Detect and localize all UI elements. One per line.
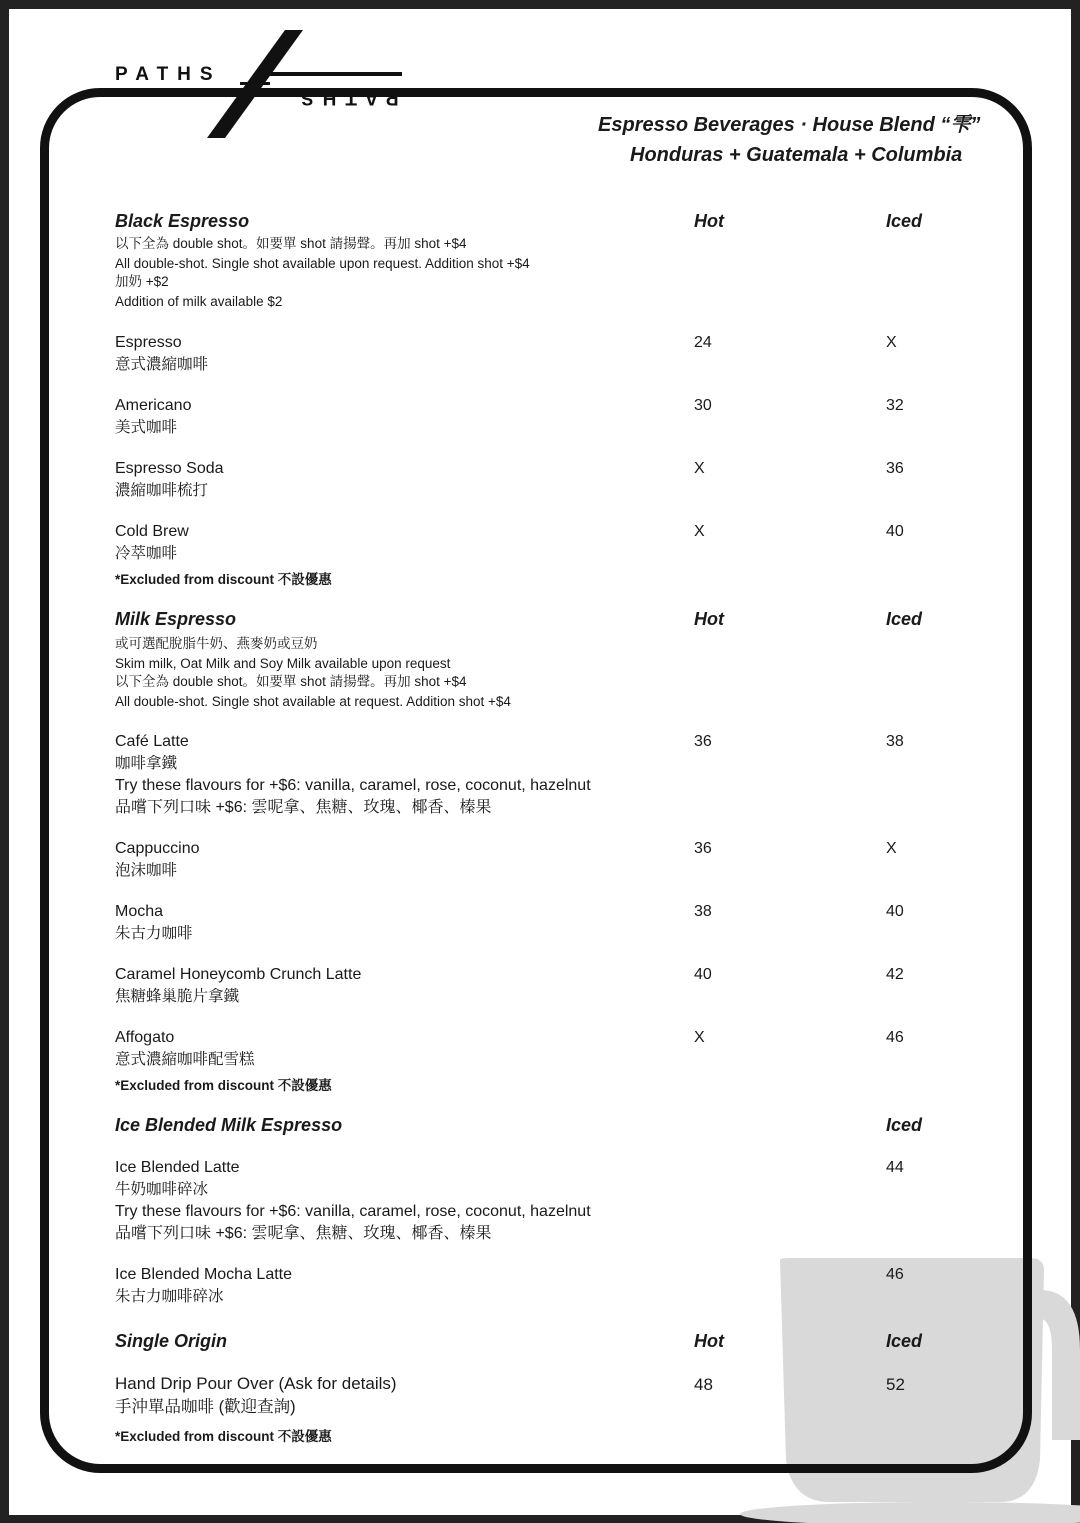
price-iced: 42	[886, 966, 904, 983]
menu-item-name: Cold Brew	[115, 523, 189, 540]
price-iced: 52	[886, 1375, 905, 1394]
menu-item-name-zh: 朱古力咖啡	[115, 925, 193, 942]
menu-item-name: Espresso Soda	[115, 460, 224, 477]
menu-item-name: Hand Drip Pour Over (Ask for details)	[115, 1374, 397, 1393]
menu-item-name: Espresso	[115, 334, 182, 351]
section-title-single-origin: Single Origin	[115, 1331, 228, 1351]
price-hot: 30	[694, 397, 712, 414]
column-header-iced: Iced	[886, 1115, 923, 1135]
menu-item-name-zh: 牛奶咖啡碎冰	[115, 1181, 209, 1198]
section-note: 以下全為 double shot。如要單 shot 請揚聲。再加 shot +$4	[115, 674, 467, 689]
discount-note: *Excluded from discount 不設優惠	[115, 1078, 332, 1093]
price-hot: X	[694, 1029, 705, 1046]
section-note: All double-shot. Single shot available at request. Addition shot +$4	[115, 694, 511, 709]
price-iced: 40	[886, 903, 904, 920]
section-note: 以下全為 double shot。如要單 shot 請揚聲。再加 shot +$4	[115, 236, 467, 251]
price-hot: X	[694, 523, 705, 540]
flavour-options: Try these flavours for +$6: vanilla, caramel, rose, coconut, hazelnut	[115, 1203, 591, 1220]
price-iced: X	[886, 840, 897, 857]
menu-item-name: Mocha	[115, 903, 164, 920]
price-hot: 40	[694, 966, 712, 983]
menu-item-name-zh: 冷萃咖啡	[115, 545, 178, 562]
menu-item-name-zh: 朱古力咖啡碎冰	[115, 1288, 224, 1305]
menu-item-name: Americano	[115, 397, 192, 414]
menu-item-name-zh: 意式濃縮咖啡配雪糕	[115, 1051, 255, 1068]
price-iced: X	[886, 334, 897, 351]
price-iced: 44	[886, 1159, 904, 1176]
section-note: 加奶 +$2	[115, 274, 169, 289]
section-note: Skim milk, Oat Milk and Soy Milk available upon request	[115, 656, 451, 671]
column-header-iced: Iced	[886, 211, 923, 231]
menu-item-name-zh: 咖啡拿鐵	[115, 755, 178, 772]
discount-note: *Excluded from discount 不設優惠	[115, 1429, 332, 1444]
menu-item-name-zh: 手沖單品咖啡 (歡迎查詢)	[115, 1398, 296, 1416]
price-iced: 40	[886, 523, 904, 540]
price-hot: 36	[694, 840, 712, 857]
menu-subheading: Honduras + Guatemala + Columbia	[630, 144, 963, 166]
price-hot: X	[694, 460, 705, 477]
column-header-hot: Hot	[694, 1331, 724, 1351]
price-hot: 24	[694, 334, 712, 351]
brand-name: PATHS	[115, 64, 222, 85]
price-iced: 38	[886, 733, 904, 750]
flavour-options-zh: 品嚐下列口味 +$6: 雲呢拿、焦糖、玫瑰、椰香、榛果	[115, 799, 492, 816]
price-iced: 46	[886, 1029, 904, 1046]
column-header-hot: Hot	[694, 609, 724, 629]
flavour-options: Try these flavours for +$6: vanilla, caramel, rose, coconut, hazelnut	[115, 777, 591, 794]
menu-item-name: Ice Blended Mocha Latte	[115, 1266, 293, 1283]
menu-item-name: Caramel Honeycomb Crunch Latte	[115, 966, 362, 983]
column-header-iced: Iced	[886, 609, 923, 629]
price-hot: 36	[694, 733, 712, 750]
price-iced: 32	[886, 397, 904, 414]
price-iced: 36	[886, 460, 904, 477]
menu-item-name: Ice Blended Latte	[115, 1159, 240, 1176]
flavour-options-zh: 品嚐下列口味 +$6: 雲呢拿、焦糖、玫瑰、椰香、榛果	[115, 1225, 492, 1242]
section-title-milk-espresso: Milk Espresso	[115, 609, 237, 629]
section-title-ice-blended: Ice Blended Milk Espresso	[115, 1115, 343, 1135]
menu-item-name-zh: 泡沫咖啡	[115, 862, 178, 879]
section-note: All double-shot. Single shot available upon request. Addition shot +$4	[115, 256, 530, 271]
section-note: Addition of milk available $2	[115, 294, 283, 309]
menu-item-name-zh: 濃縮咖啡梳打	[115, 482, 209, 499]
menu-heading: Espresso Beverages · House Blend “雫”	[598, 114, 981, 136]
menu-item-name-zh: 意式濃縮咖啡	[115, 356, 209, 373]
menu-item-name-zh: 焦糖蜂巢脆片拿鐵	[115, 988, 240, 1005]
price-hot: 48	[694, 1375, 713, 1394]
column-header-hot: Hot	[694, 211, 724, 231]
menu-item-name: Café Latte	[115, 733, 189, 750]
price-hot: 38	[694, 903, 712, 920]
section-note: 或可選配脫脂牛奶、燕麥奶或豆奶	[115, 636, 318, 651]
menu-item-name: Affogato	[115, 1029, 175, 1046]
menu-item-name-zh: 美式咖啡	[115, 419, 178, 436]
column-header-iced: Iced	[886, 1331, 923, 1351]
price-iced: 46	[886, 1266, 904, 1283]
section-title-black-espresso: Black Espresso	[115, 211, 250, 231]
menu-item-name: Cappuccino	[115, 840, 200, 857]
brand-name-mirrored: PATHS	[292, 87, 399, 108]
discount-note: *Excluded from discount 不設優惠	[115, 572, 332, 587]
